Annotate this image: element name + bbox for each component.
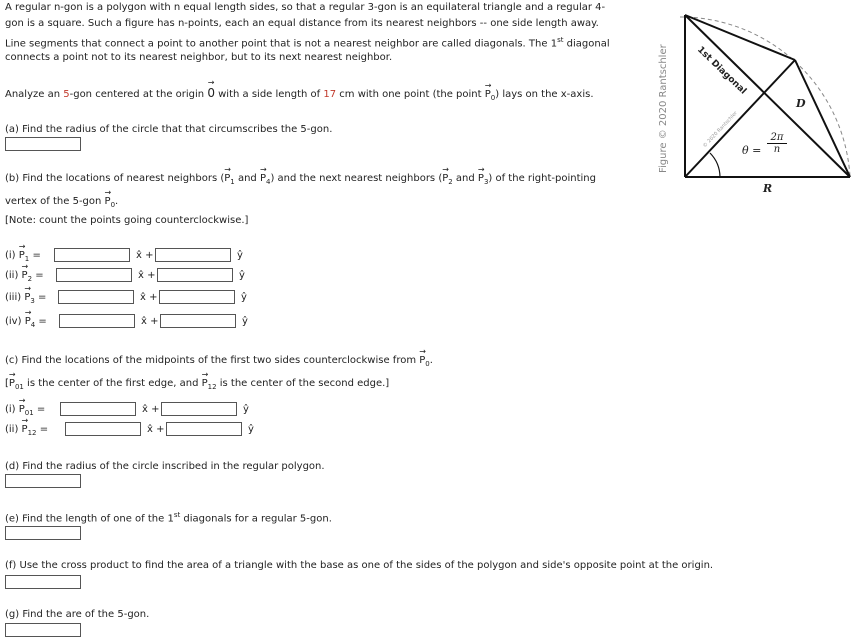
- intro-line-1: A regular n-gon is a polygon with n equal length sides, so that a regular 3-gon is an equilateral triangle and a regular 4-: [5, 2, 606, 13]
- part-b-row-label: (ii) → $P_2$ =: [5, 262, 44, 283]
- theta-fraction: [767, 132, 787, 155]
- part-g-answer-input[interactable]: [5, 623, 81, 637]
- intro-line-4: connects a point not to its nearest neighbor, but to its next nearest neighbor.: [5, 52, 393, 63]
- part-b-ii-y-input[interactable]: [157, 268, 233, 282]
- x-hat-label: x̂ +: [142, 404, 160, 415]
- part-c-row-label: (ii) → $P_{12}$ =: [5, 416, 49, 437]
- part-b-ii-x-input[interactable]: [56, 268, 132, 282]
- angle-arc: [710, 153, 720, 177]
- figure-credit: Figure © 2020 Rantschler: [658, 44, 669, 173]
- part-g-question: (g) Find the are of the 5-gon.: [5, 609, 150, 620]
- part-b-i-y-input[interactable]: [155, 248, 231, 262]
- polygon-side-right: [795, 60, 850, 177]
- part-c-question-line-1: (c) Find the locations of the midpoints of the first two sides counterclockwise from → $P_0$.: [5, 347, 433, 368]
- y-hat-label: ŷ: [248, 424, 254, 435]
- pentagon-figure-svg: [650, 5, 860, 210]
- part-e-question: (e) Find the length of one of the 1st diagonals for a regular 5-gon.: [5, 511, 332, 525]
- part-d-answer-input[interactable]: [5, 474, 81, 488]
- analyze-statement: Analyze an 5-gon centered at the origin → 0 with a side length of 17 cm with one point (the point → $P_0$) lays on the x-axis.: [5, 78, 594, 102]
- radius-line-upper: [685, 60, 795, 177]
- y-hat-label: ŷ: [241, 292, 247, 303]
- y-hat-label: ŷ: [242, 316, 248, 327]
- side-length-value: 17: [323, 89, 337, 100]
- small-credit: © 2020 Rantschler: [702, 110, 739, 150]
- part-b-row-label: (iii) → $P_3$ =: [5, 284, 47, 305]
- part-b-question-line-2: vertex of the 5-gon → $P_0$.: [5, 188, 119, 209]
- part-b-iv-y-input[interactable]: [160, 314, 236, 328]
- theta-label: θ =: [742, 144, 762, 157]
- part-e-answer-input[interactable]: [5, 526, 81, 540]
- part-c-i-x-input[interactable]: [60, 402, 136, 416]
- x-hat-label: x̂ +: [147, 424, 165, 435]
- x-hat-label: x̂ +: [136, 250, 154, 261]
- x-hat-label: x̂ +: [138, 270, 156, 281]
- part-b-row-label: (iv) → $P_4$ =: [5, 308, 47, 329]
- x-hat-label: x̂ +: [141, 316, 159, 327]
- diagonal-label: 1st Diagonal: [695, 45, 748, 97]
- part-a-answer-input[interactable]: [5, 137, 81, 151]
- part-f-question: (f) Use the cross product to find the area of a triangle with the base as one of the sides of the polygon and side's opposite point at the origin.: [5, 560, 714, 571]
- part-b-iv-x-input[interactable]: [59, 314, 135, 328]
- x-hat-label: x̂ +: [140, 292, 158, 303]
- part-c-question-line-2: [ → $P_{01}$ is the center of the first edge, and → $P_{12}$ is the center of the second edge.]: [5, 370, 390, 391]
- part-b-question-line-1: (b) Find the locations of nearest neighbors ( → $P_1$ and → $P_4$) and the next nearest neighbors ( → $P_2$ and → $P_3$) of the right-pointing: [5, 165, 596, 186]
- fraction-numerator: 2π: [767, 132, 787, 144]
- part-c-ii-y-input[interactable]: [166, 422, 242, 436]
- part-b-i-x-input[interactable]: [54, 248, 130, 262]
- y-hat-label: ŷ: [243, 404, 249, 415]
- part-a-question: (a) Find the radius of the circle that that circumscribes the 5-gon.: [5, 124, 333, 135]
- y-hat-label: ŷ: [237, 250, 243, 261]
- y-hat-label: ŷ: [239, 270, 245, 281]
- label-R: R: [763, 182, 773, 195]
- part-c-i-y-input[interactable]: [161, 402, 237, 416]
- part-f-answer-input[interactable]: [5, 575, 81, 589]
- part-b-row-label: (i) → $P_1$ =: [5, 242, 41, 263]
- part-b-iii-y-input[interactable]: [159, 290, 235, 304]
- intro-line-2: gon is a square. Such a figure has n-points, each an equal distance from its nearest neighbors -- one side length away.: [5, 18, 599, 29]
- pentagon-figure: [650, 5, 860, 210]
- part-d-question: (d) Find the radius of the circle inscribed in the regular polygon.: [5, 461, 325, 472]
- fraction-denominator: n: [773, 144, 781, 155]
- part-b-iii-x-input[interactable]: [58, 290, 134, 304]
- part-c-row-label: (i) → $P_{01}$ =: [5, 396, 46, 417]
- intro-line-3: Line segments that connect a point to another point that is not a nearest neighbor are called diagonals. The 1st diagonal: [5, 36, 610, 50]
- part-b-note: [Note: count the points going counterclockwise.]: [5, 215, 249, 226]
- label-D: D: [796, 97, 806, 110]
- part-c-ii-x-input[interactable]: [65, 422, 141, 436]
- n-value: 5: [63, 89, 70, 100]
